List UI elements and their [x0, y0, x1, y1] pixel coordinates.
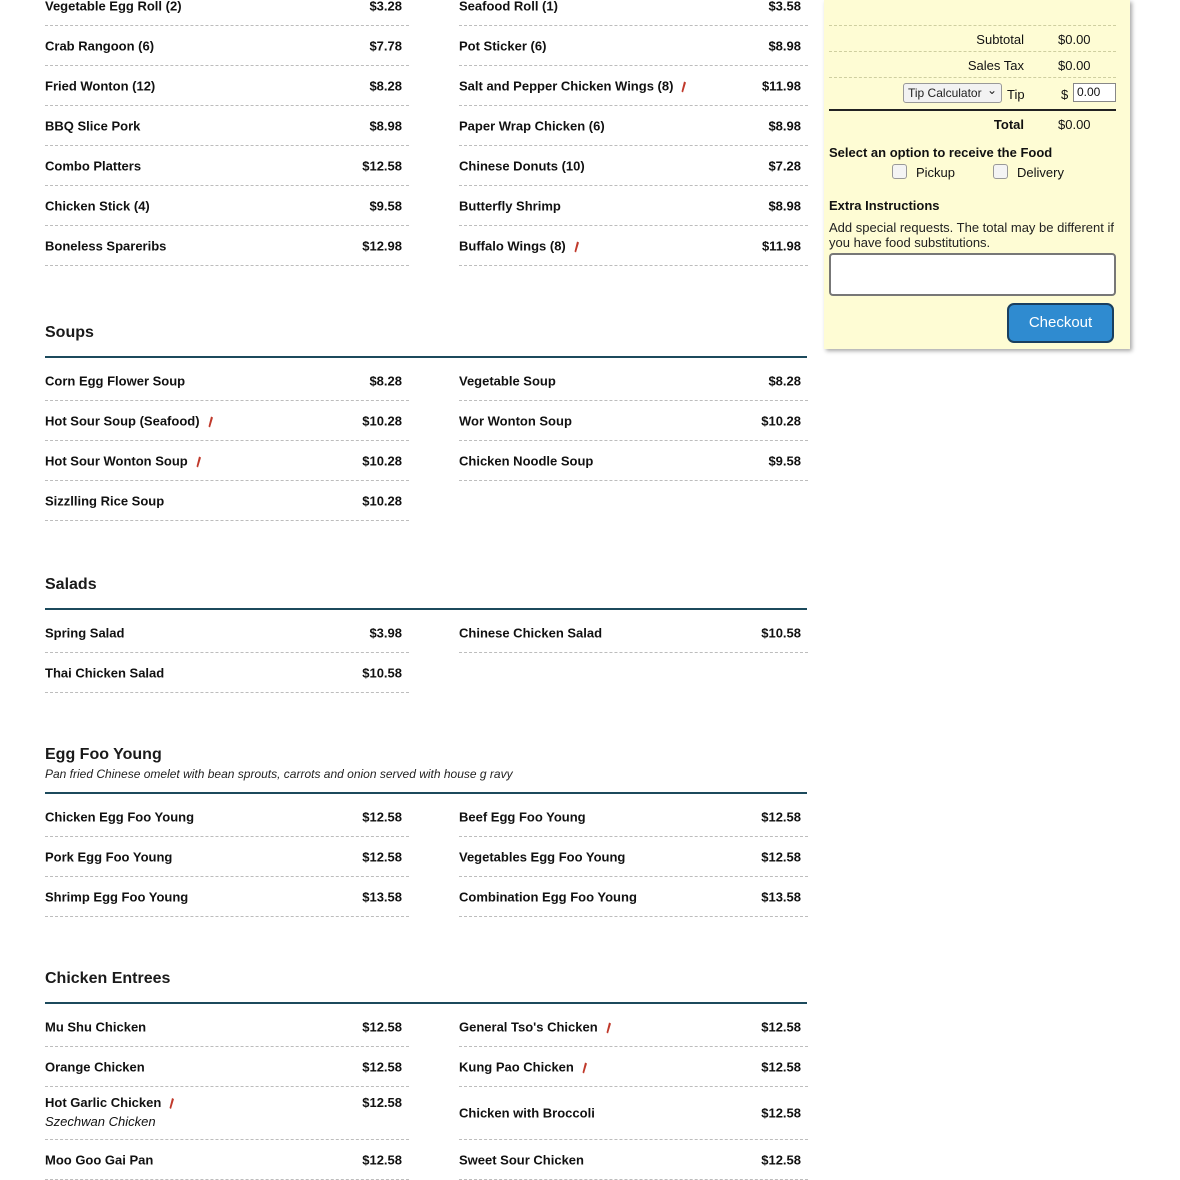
item-name: Shrimp Egg Foo Young [45, 889, 189, 904]
menu-item[interactable] [45, 613, 409, 653]
item-name: Butterfly Shrimp [459, 198, 561, 213]
item-price: $7.28 [768, 158, 801, 173]
egg-foo-young-right-column [459, 797, 808, 917]
item-name: Moo Goo Gai Pan [45, 1152, 154, 1167]
item-subtitle: Szechwan Chicken [45, 1114, 156, 1129]
sales-tax-row [829, 51, 1116, 77]
item-name: Orange Chicken [45, 1059, 145, 1074]
menu-item[interactable] [459, 1140, 808, 1180]
item-price: $10.28 [761, 413, 801, 428]
item-price: $13.58 [761, 889, 801, 904]
item-name: BBQ Slice Pork [45, 118, 141, 133]
menu-item[interactable] [459, 186, 808, 226]
menu-item[interactable] [45, 837, 409, 877]
tip-input[interactable]: 0.00 [1073, 83, 1116, 102]
item-name: Hot Garlic Chicken [45, 1095, 162, 1110]
item-price: $12.58 [362, 1095, 402, 1110]
menu-item[interactable] [45, 66, 409, 106]
item-price: $9.58 [768, 453, 801, 468]
item-price: $8.98 [768, 198, 801, 213]
item-name: Chinese Donuts (10) [459, 158, 585, 173]
item-price: $3.58 [768, 0, 801, 13]
item-price: $12.58 [362, 849, 402, 864]
menu-item[interactable] [45, 146, 409, 186]
item-price: $12.58 [362, 158, 402, 173]
item-price: $8.28 [369, 78, 402, 93]
chili-pepper-icon [680, 81, 686, 92]
menu-item[interactable] [459, 66, 808, 106]
item-price: $12.58 [761, 1105, 801, 1121]
menu-item[interactable] [45, 361, 409, 401]
chili-pepper-icon [195, 456, 201, 467]
item-price: $12.58 [761, 1059, 801, 1074]
menu-item[interactable] [45, 226, 409, 266]
menu-item[interactable] [459, 1007, 808, 1047]
menu-item[interactable] [45, 0, 409, 26]
section-divider [45, 608, 807, 610]
item-price: $12.58 [761, 809, 801, 824]
item-name: Combination Egg Foo Young [459, 889, 637, 904]
item-price: $10.28 [362, 453, 402, 468]
menu-item[interactable] [459, 401, 808, 441]
section-divider [45, 792, 807, 794]
menu-item[interactable] [45, 441, 409, 481]
pickup-label: Pickup [916, 165, 956, 180]
item-name: Pot Sticker (6) [459, 38, 547, 53]
total-value: $0.00 [1058, 117, 1091, 132]
item-name: General Tso's Chicken [459, 1019, 598, 1034]
extra-instructions-description: Add special requests. The total may be different if you have food substitutions. [829, 220, 1114, 250]
delivery-label: Delivery [1017, 165, 1064, 180]
item-price: $8.98 [768, 118, 801, 133]
menu-item[interactable] [459, 26, 808, 66]
item-name: Hot Sour Soup (Seafood) [45, 413, 200, 428]
item-name: Chinese Chicken Salad [459, 625, 603, 640]
tip-currency: $ [1061, 87, 1069, 102]
item-name: Sweet Sour Chicken [459, 1152, 584, 1167]
menu-item[interactable] [45, 797, 409, 837]
section-title-chicken-entrees: Chicken Entrees [45, 970, 171, 987]
menu-item[interactable] [459, 146, 808, 186]
item-name: Chicken Noodle Soup [459, 453, 594, 468]
menu-item[interactable] [459, 226, 808, 266]
menu-item[interactable] [459, 0, 808, 26]
menu-item[interactable] [45, 1087, 409, 1140]
delivery-option[interactable] [993, 164, 1064, 180]
subtotal-row [829, 25, 1116, 51]
chili-pepper-icon [573, 241, 579, 252]
menu-item[interactable] [45, 877, 409, 917]
item-name: Boneless Spareribs [45, 238, 167, 253]
item-price: $11.98 [761, 238, 801, 253]
tip-calculator-select[interactable]: Tip Calculator ⌄ [903, 83, 1002, 103]
item-price: $12.98 [362, 238, 402, 253]
extra-instructions-textarea[interactable] [829, 253, 1116, 296]
section-description: Pan fried Chinese omelet with bean sprouts, carrots and onion served with house g ravy [45, 767, 513, 781]
item-name: Thai Chicken Salad [45, 665, 165, 680]
item-price: $10.28 [362, 413, 402, 428]
item-name: Chicken Egg Foo Young [45, 809, 195, 824]
item-name: Hot Sour Wonton Soup [45, 453, 188, 468]
appetizers-right-column [459, 0, 808, 266]
section-title-egg-foo-young: Egg Foo Young [45, 746, 162, 763]
item-price: $12.58 [761, 1019, 801, 1034]
menu-item[interactable] [459, 877, 808, 917]
chili-pepper-icon [605, 1022, 611, 1033]
item-name: Combo Platters [45, 158, 142, 173]
item-name: Vegetable Soup [459, 373, 556, 388]
item-price: $8.98 [768, 38, 801, 53]
item-name: Chicken with Broccoli [459, 1105, 595, 1121]
item-name: Vegetable Egg Roll (2) [45, 0, 182, 13]
tip-label: Tip [1007, 87, 1025, 102]
item-name: Corn Egg Flower Soup [45, 373, 186, 388]
order-summary-panel [824, 0, 1130, 349]
item-price: $3.28 [369, 0, 402, 13]
soups-right-column [459, 361, 808, 481]
menu-item[interactable] [45, 106, 409, 146]
menu-item[interactable] [45, 26, 409, 66]
chili-pepper-icon [581, 1062, 587, 1073]
pickup-option[interactable] [892, 164, 955, 180]
item-name: Mu Shu Chicken [45, 1019, 147, 1034]
menu-item[interactable] [459, 797, 808, 837]
menu-item[interactable] [459, 1047, 808, 1087]
chili-pepper-icon [168, 1098, 174, 1109]
item-price: $12.58 [362, 1019, 402, 1034]
item-name: Pork Egg Foo Young [45, 849, 173, 864]
item-price: $12.58 [362, 809, 402, 824]
item-name: Vegetables Egg Foo Young [459, 849, 626, 864]
chicken-entrees-right-column [459, 1007, 808, 1180]
section-divider [45, 1002, 807, 1004]
item-name: Seafood Roll (1) [459, 0, 558, 13]
menu-item[interactable] [45, 1007, 409, 1047]
item-price: $8.98 [369, 118, 402, 133]
egg-foo-young-left-column [45, 797, 409, 917]
sales-tax-value: $0.00 [1058, 58, 1091, 73]
menu-item[interactable] [459, 1087, 808, 1140]
menu-item[interactable] [45, 653, 409, 693]
item-price: $10.58 [362, 665, 402, 680]
chili-pepper-icon [207, 416, 213, 427]
item-name: Beef Egg Foo Young [459, 809, 586, 824]
salads-right-column [459, 613, 808, 653]
item-price: $8.28 [768, 373, 801, 388]
item-name: Kung Pao Chicken [459, 1059, 574, 1074]
item-name: Buffalo Wings (8) [459, 238, 566, 253]
menu-item[interactable] [459, 837, 808, 877]
item-price: $8.28 [369, 373, 402, 388]
section-title-soups: Soups [45, 324, 94, 341]
menu-item[interactable] [459, 441, 808, 481]
menu-item[interactable] [45, 401, 409, 441]
checkout-button[interactable]: Checkout [1007, 303, 1114, 343]
item-name: Spring Salad [45, 625, 125, 640]
item-price: $12.58 [761, 849, 801, 864]
salads-left-column [45, 613, 409, 693]
item-price: $13.58 [362, 889, 402, 904]
soups-left-column [45, 361, 409, 521]
pickup-checkbox[interactable] [892, 164, 907, 179]
item-name: Chicken Stick (4) [45, 198, 150, 213]
item-name: Salt and Pepper Chicken Wings (8) [459, 78, 674, 93]
section-title-salads: Salads [45, 576, 97, 593]
item-name: Fried Wonton (12) [45, 78, 156, 93]
menu-item[interactable] [45, 1140, 409, 1180]
tip-row [829, 77, 1116, 109]
menu-item[interactable] [45, 186, 409, 226]
subtotal-value: $0.00 [1058, 32, 1091, 47]
item-price: $12.58 [362, 1059, 402, 1074]
item-name: Wor Wonton Soup [459, 413, 572, 428]
sales-tax-label: Sales Tax [967, 58, 1024, 73]
menu-item[interactable] [45, 481, 409, 521]
item-name: Paper Wrap Chicken (6) [459, 118, 605, 133]
extra-instructions-title: Extra Instructions [829, 198, 940, 213]
item-price: $12.58 [362, 1152, 402, 1167]
subtotal-label: Subtotal [976, 32, 1024, 47]
item-price: $9.58 [369, 198, 402, 213]
receive-option-title: Select an option to receive the Food [829, 145, 1053, 160]
item-name: Sizzlling Rice Soup [45, 493, 165, 508]
total-row [829, 111, 1116, 137]
item-name: Crab Rangoon (6) [45, 38, 155, 53]
item-price: $11.98 [761, 78, 801, 93]
total-label: Total [993, 117, 1024, 132]
item-price: $10.28 [362, 493, 402, 508]
item-price: $3.98 [369, 625, 402, 640]
menu-item[interactable] [459, 613, 808, 653]
chicken-entrees-left-column [45, 1007, 409, 1180]
menu-item[interactable] [459, 361, 808, 401]
item-price: $7.78 [369, 38, 402, 53]
menu-item[interactable] [459, 106, 808, 146]
section-divider [45, 356, 807, 358]
appetizers-left-column [45, 0, 409, 266]
item-price: $12.58 [761, 1152, 801, 1167]
delivery-checkbox[interactable] [993, 164, 1008, 179]
item-price: $10.58 [761, 625, 801, 640]
menu-item[interactable] [45, 1047, 409, 1087]
